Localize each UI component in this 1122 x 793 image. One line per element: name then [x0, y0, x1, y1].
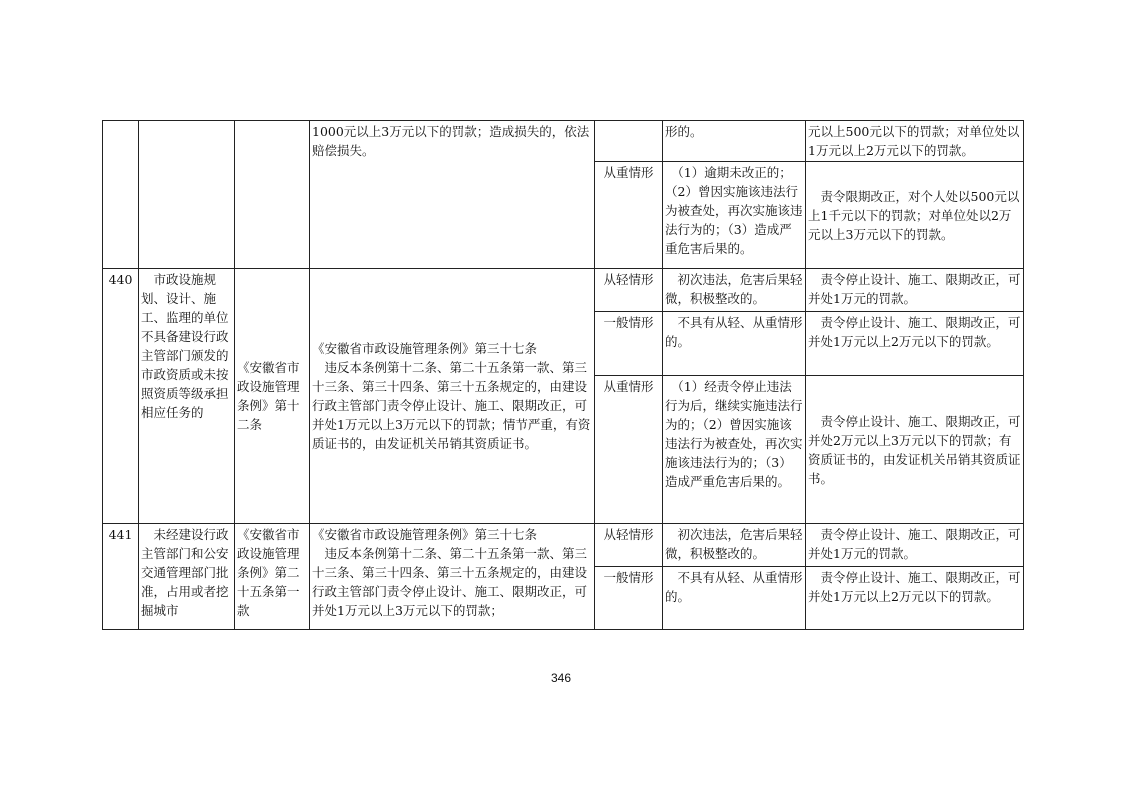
penalty-standard-cell: 责令限期改正，对个人处以500元以上1千元以下的罚款；对单位处以2万元以上3万元以下的罚款。 [806, 162, 1024, 269]
circumstance-level-cell [595, 121, 663, 162]
legal-provision-cell: 《安徽省市政设施管理条例》第十二条 [235, 269, 310, 524]
table-row [103, 121, 1024, 162]
circumstance-facts-cell: （1）逾期未改正的； （2）曾因实施该违法行为被查处，再次实施该违法行为的；（3）造成严重危害后果的。 [663, 162, 806, 269]
penalty-basis-cell: 1000元以上3万元以下的罚款；造成损失的，依法赔偿损失。 [310, 121, 595, 269]
penalty-basis-cell: 《安徽省市政设施管理条例》第三十七条 违反本条例第十二条、第二十五条第一款、第三十三条、第三十四条、第三十五条规定的，由建设行政主管部门责令停止设计、施工、限期改正，可并处1万元以上3万元以下的罚款； [310, 524, 595, 630]
penalty-standard-cell: 责令停止设计、施工、限期改正，可并处1万元以上2万元以下的罚款。 [806, 567, 1024, 630]
circumstance-level-cell: 一般情形 [595, 567, 663, 630]
penalty-basis-cell: 《安徽省市政设施管理条例》第三十七条 违反本条例第十二条、第二十五条第一款、第三十三条、第三十四条、第三十五条规定的，由建设行政主管部门责令停止设计、施工、限期改正，可并处1万元以上3万元以下的罚款；情节严重，有资质证书的，由发证机关吊销其资质证书。 [310, 269, 595, 524]
penalty-standard-cell: 责令停止设计、施工、限期改正，可并处1万元的罚款。 [806, 524, 1024, 567]
table-row [103, 524, 1024, 567]
circumstance-facts-cell: （1）经责令停止违法行为后，继续实施违法行为的；（2）曾因实施该违法行为被查处，再次实施该违法行为的；（3）造成严重危害后果的。 [663, 376, 806, 524]
violation-item-cell: 未经建设行政主管部门和公安交通管理部门批准，占用或者挖掘城市 [139, 524, 235, 630]
circumstance-facts-cell: 初次违法，危害后果轻微，积极整改的。 [663, 269, 806, 312]
circumstance-level-cell: 从轻情形 [595, 524, 663, 567]
circumstance-level-cell: 一般情形 [595, 312, 663, 376]
legal-provision-cell [235, 121, 310, 269]
penalty-standard-cell: 责令停止设计、施工、限期改正，可并处1万元以上2万元以下的罚款。 [806, 312, 1024, 376]
row-number-cell: 441 [103, 524, 139, 630]
penalty-standard-cell: 责令停止设计、施工、限期改正，可并处2万元以上3万元以下的罚款；有资质证书的，由发证机关吊销其资质证书。 [806, 376, 1024, 524]
page-number: 346 [550, 671, 572, 685]
penalty-standards-table [102, 120, 1024, 630]
penalty-standard-cell: 责令停止设计、施工、限期改正，可并处1万元的罚款。 [806, 269, 1024, 312]
circumstance-level-cell: 从重情形 [595, 162, 663, 269]
table-row [103, 269, 1024, 312]
circumstance-level-cell: 从轻情形 [595, 269, 663, 312]
violation-item-cell [139, 121, 235, 269]
row-number-cell: 440 [103, 269, 139, 524]
circumstance-level-cell: 从重情形 [595, 376, 663, 524]
row-number-cell [103, 121, 139, 269]
circumstance-facts-cell: 形的。 [663, 121, 806, 162]
legal-provision-cell: 《安徽省市政设施管理条例》第二十五条第一款 [235, 524, 310, 630]
penalty-standard-cell: 元以上500元以下的罚款；对单位处以1万元以上2万元以下的罚款。 [806, 121, 1024, 162]
circumstance-facts-cell: 初次违法，危害后果轻微，积极整改的。 [663, 524, 806, 567]
circumstance-facts-cell: 不具有从轻、从重情形的。 [663, 567, 806, 630]
circumstance-facts-cell: 不具有从轻、从重情形的。 [663, 312, 806, 376]
violation-item-cell: 市政设施规划、设计、施工、监理的单位不具备建设行政主管部门颁发的市政资质或未按照资质等级承担相应任务的 [139, 269, 235, 524]
